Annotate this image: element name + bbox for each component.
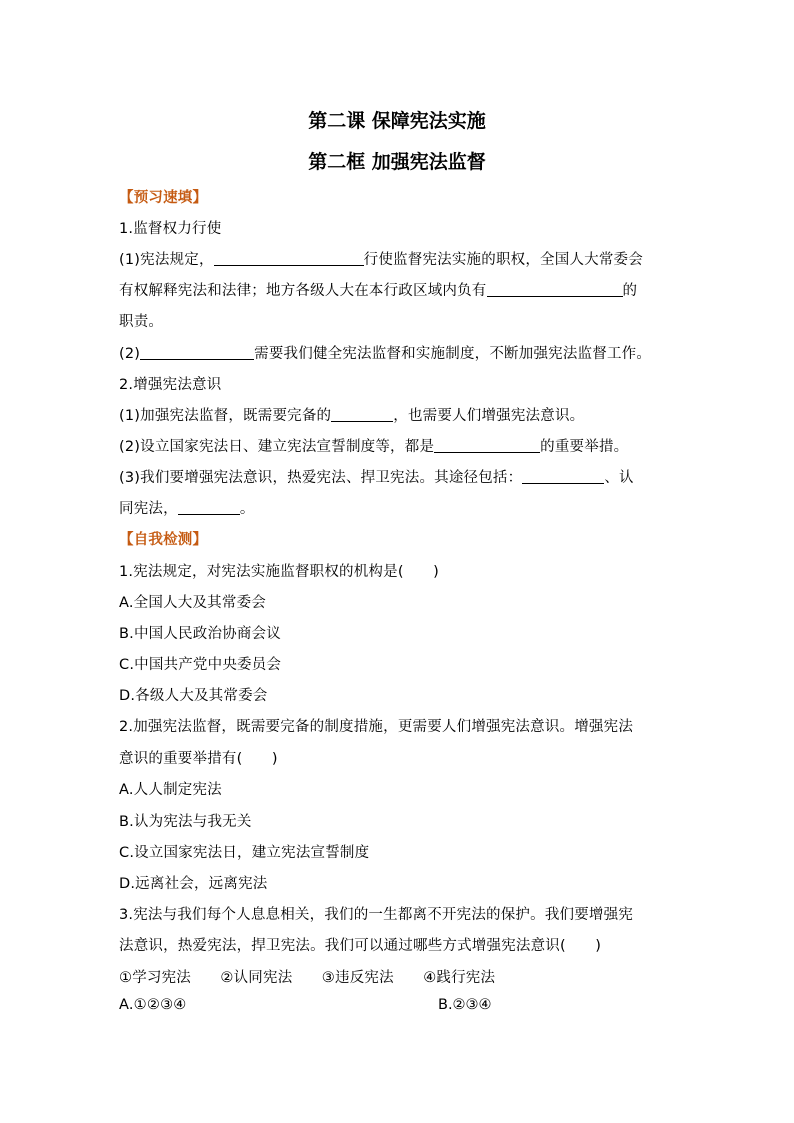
q2-option-a[interactable]: A.人人制定宪法 xyxy=(119,782,222,798)
q5-text-b: 、认 xyxy=(604,470,634,486)
preview-q5-line2 xyxy=(119,497,255,518)
q1-text-c: 有权解释宪法和法律；地方各级人大在本行政区域内负有 xyxy=(119,283,487,299)
selftest-q2-line2: 意识的重要举措有( ) xyxy=(119,751,278,767)
q1-option-a[interactable]: A.全国人大及其常委会 xyxy=(119,595,266,611)
answer-blank[interactable] xyxy=(434,437,540,453)
q3-option-a[interactable]: A.①②③④ xyxy=(119,997,187,1013)
q2-option-b[interactable]: B.认为宪法与我无关 xyxy=(119,814,252,830)
q1-text-a: (1)宪法规定， xyxy=(119,252,214,268)
answer-blank[interactable] xyxy=(487,281,623,297)
q2-text-b: 需要我们健全宪法监督和实施制度，不断加强宪法监督工作。 xyxy=(254,346,652,362)
preview-q1-line3: 职责。 xyxy=(119,314,164,330)
q5-text-c: 同宪法， xyxy=(119,501,178,517)
q3-text-a: (1)加强宪法监督，既需要完备的 xyxy=(119,408,332,424)
preview-item2-heading: 2.增强宪法意识 xyxy=(119,377,222,393)
q3-text-b: ，也需要人们增强宪法意识。 xyxy=(393,408,585,424)
lesson-title: 第二课 保障宪法实施 xyxy=(308,110,486,132)
preview-item1-heading: 1.监督权力行使 xyxy=(119,221,222,237)
q3-statement-items: ①学习宪法 ②认同宪法 ③违反宪法 ④践行宪法 xyxy=(119,970,496,986)
q1-option-d[interactable]: D.各级人大及其常委会 xyxy=(119,688,268,704)
answer-blank[interactable] xyxy=(214,250,364,266)
preview-header: 【预习速填】 xyxy=(119,190,208,206)
selftest-header: 【自我检测】 xyxy=(119,532,208,548)
preview-q5-line1 xyxy=(119,466,634,487)
q1-text-d: 的 xyxy=(622,283,638,299)
preview-q1-line2 xyxy=(119,279,637,300)
preview-q2-line xyxy=(119,342,651,363)
selftest-q3-line1: 3.宪法与我们每个人息息相关，我们的一生都离不开宪法的保护。我们要增强宪 xyxy=(119,907,634,923)
q3-option-b[interactable]: B.②③④ xyxy=(438,997,492,1013)
q1-option-b[interactable]: B.中国人民政治协商会议 xyxy=(119,626,281,642)
preview-q3-line xyxy=(119,404,584,425)
answer-blank[interactable] xyxy=(178,499,240,515)
preview-q1-line1 xyxy=(119,248,643,269)
q4-text-b: 的重要举措。 xyxy=(540,439,629,455)
q5-text-d: 。 xyxy=(239,501,255,517)
q2-option-d[interactable]: D.远离社会，远离宪法 xyxy=(119,876,268,892)
selftest-q2-line1: 2.加强宪法监督，既需要完备的制度措施，更需要人们增强宪法意识。增强宪法 xyxy=(119,719,634,735)
answer-blank[interactable] xyxy=(140,344,254,360)
q4-text-a: (2)设立国家宪法日、建立宪法宣誓制度等，都是 xyxy=(119,439,435,455)
q1-text-b: 行使监督宪法实施的职权，全国人大常委会 xyxy=(363,252,643,268)
selftest-q1: 1.宪法规定，对宪法实施监督职权的机构是( ) xyxy=(119,564,439,580)
q2-text-a: (2) xyxy=(119,346,141,362)
answer-blank[interactable] xyxy=(331,406,393,422)
selftest-q3-line2: 法意识，热爱宪法，捍卫宪法。我们可以通过哪些方式增强宪法意识( ) xyxy=(119,938,602,954)
answer-blank[interactable] xyxy=(522,468,604,484)
preview-q4-line xyxy=(119,435,628,456)
q2-option-c[interactable]: C.设立国家宪法日，建立宪法宣誓制度 xyxy=(119,845,370,861)
q1-option-c[interactable]: C.中国共产党中央委员会 xyxy=(119,657,282,673)
section-title: 第二框 加强宪法监督 xyxy=(308,151,486,173)
q5-text-a: (3)我们要增强宪法意识，热爱宪法、捍卫宪法。其途径包括： xyxy=(119,470,523,486)
